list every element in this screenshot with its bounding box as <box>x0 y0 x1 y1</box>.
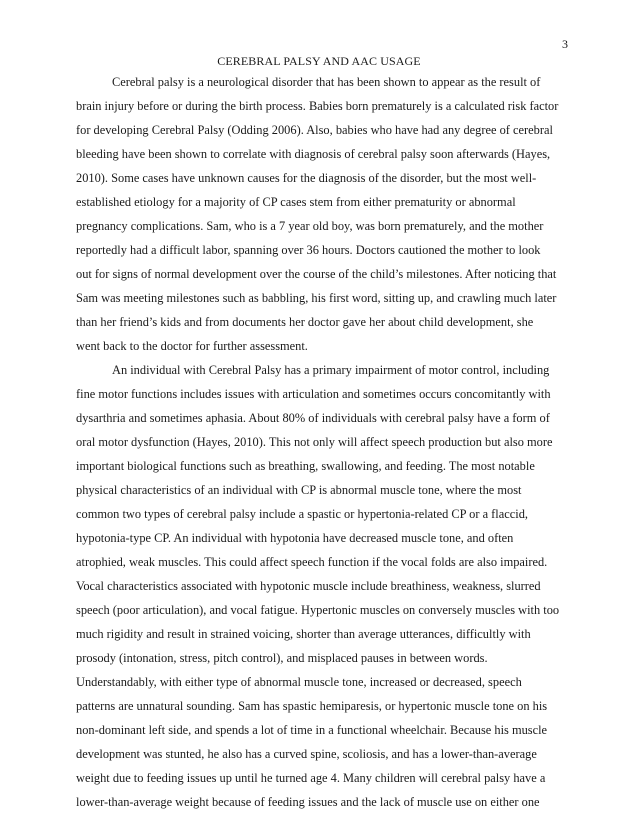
text-line: oral motor dysfunction (Hayes, 2010). This not only will affect speech production but also more <box>76 435 553 449</box>
text-line: Cerebral palsy is a neurological disorder that has been shown to appear as the result of <box>112 75 541 89</box>
text-line: Vocal characteristics associated with hypotonic muscle include breathiness, weakness, slurred <box>76 579 541 593</box>
text-line: 2010). Some cases have unknown causes for the diagnosis of the disorder, but the most well- <box>76 171 537 185</box>
text-line: prosody (intonation, stress, pitch control), and misplaced pauses in between words. <box>76 651 488 665</box>
text-line: common two types of cerebral palsy include a spastic or hypertonia-related CP or a flaccid, <box>76 507 528 521</box>
text-line: established etiology for a majority of CP cases stem from either prematurity or abnormal <box>76 195 516 209</box>
text-line: for developing Cerebral Palsy (Odding 2006). Also, babies who have had any degree of cerebral <box>76 123 553 137</box>
text-line: than her friend’s kids and from documents her doctor gave her about child development, she <box>76 315 534 329</box>
text-line: An individual with Cerebral Palsy has a primary impairment of motor control, including <box>112 363 550 377</box>
text-line: atrophied, weak muscles. This could affect speech function if the vocal folds are also impaired. <box>76 555 548 569</box>
text-line: lower-than-average weight because of feeding issues and the lack of muscle use on either one <box>76 795 540 809</box>
text-line: dysarthria and sometimes aphasia. About 80% of individuals with cerebral palsy have a form of <box>76 411 550 425</box>
text-line: Sam was meeting milestones such as babbling, his first word, sitting up, and crawling much later <box>76 291 557 305</box>
text-line: non-dominant left side, and spends a lot of time in a functional wheelchair. Because his muscle <box>76 723 548 737</box>
text-line: pregnancy complications. Sam, who is a 7 year old boy, was born prematurely, and the mother <box>76 219 544 233</box>
text-line: went back to the doctor for further assessment. <box>76 339 308 353</box>
text-line: Understandably, with either type of abnormal muscle tone, increased or decreased, speech <box>76 675 522 689</box>
text-line: reportedly had a difficult labor, spanning over 36 hours. Doctors cautioned the mother to look <box>76 243 541 257</box>
text-line: speech (poor articulation), and vocal fatigue. Hypertonic muscles on conversely muscles with too <box>76 603 560 617</box>
text-line: out for signs of normal development over the course of the child’s milestones. After noticing that <box>76 267 557 281</box>
text-line: important biological functions such as breathing, swallowing, and feeding. The most notable <box>76 459 535 473</box>
text-line: weight due to feeding issues up until he turned age 4. Many children will cerebral palsy have a <box>76 771 546 785</box>
text-line: fine motor functions includes issues with articulation and sometimes occurs concomitantly with <box>76 387 551 401</box>
page-number: 3 <box>562 37 568 51</box>
text-line: much rigidity and result in strained voicing, shorter than average utterances, difficultly with <box>76 627 531 641</box>
text-line: development was stunted, he also has a curved spine, scoliosis, and has a lower-than-average <box>76 747 537 761</box>
text-line: patterns are unnatural sounding. Sam has spastic hemiparesis, or hypertonic muscle tone on his <box>76 699 548 713</box>
text-line: physical characteristics of an individual with CP is abnormal muscle tone, where the most <box>76 483 522 497</box>
page-title: CEREBRAL PALSY AND AAC USAGE <box>217 54 421 68</box>
text-line: hypotonia-type CP. An individual with hypotonia have decreased muscle tone, and often <box>76 531 514 545</box>
text-line: brain injury before or during the birth process. Babies born prematurely is a calculated risk factor <box>76 99 559 113</box>
text-line: bleeding have been shown to correlate with diagnosis of cerebral palsy soon afterwards (Hayes, <box>76 147 551 161</box>
